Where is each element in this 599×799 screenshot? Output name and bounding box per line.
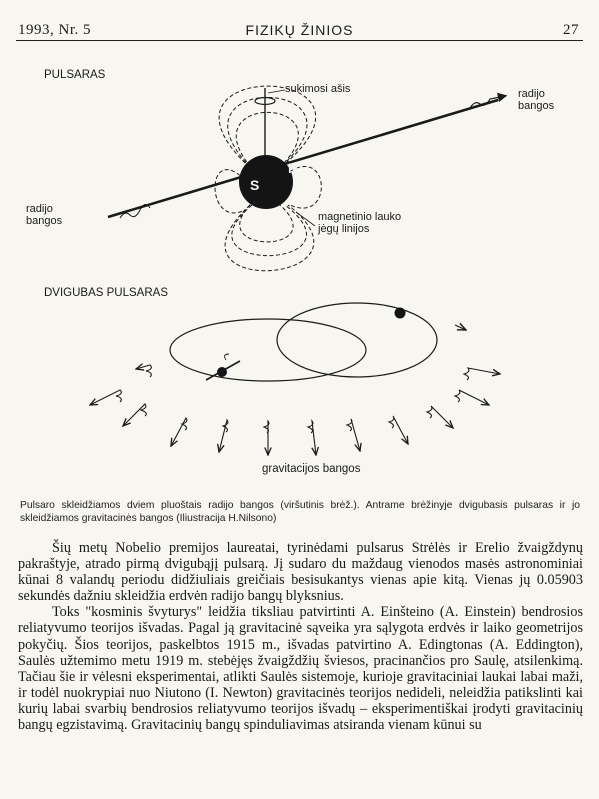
issue-label: 1993, Nr. 5 <box>18 22 91 38</box>
radio-beam <box>108 100 498 217</box>
article-body <box>18 540 583 733</box>
orbit-right <box>277 303 437 377</box>
south-pole-label: S <box>250 177 260 193</box>
pulsar-figure <box>108 86 505 271</box>
pulsar-figure-title: PULSARAS <box>44 69 106 81</box>
radio-waves-left-label: radijo bangos <box>26 203 63 227</box>
neutron-star <box>239 155 293 209</box>
gravitational-wave-arrows <box>90 365 500 455</box>
figure-caption: Pulsaro skleidžiamos dviem pluoštais radijo bangos (viršutinis brėž.). Antrame brėžinyje dvigubasis pulsaras ir jo skleidžiamos gravitacinės bangos (Iliustracija H.Nilsono) <box>20 500 580 524</box>
journal-title: FIZIKŲ ŽINIOS <box>245 22 354 38</box>
companion-star <box>395 308 406 319</box>
gravitational-waves-label: gravitacijos bangos <box>262 463 361 475</box>
double-pulsar-figure-title: DVIGUBAS PULSARAS <box>44 287 168 299</box>
body-paragraph-2: Toks "kosminis švyturys" leidžia tiksliau patvirtinti A. Einšteino (A. Einstein) bendrosios reliatyvumo teorijos išvadas. Pagal ją gravitacinė sąveika yra sąlygota erdvės ir laiko geometrijos pokyčių. Šios teorijos, paskelbtos 1915 m., išvadas patvirtino A. Edingtonas (A. Eddington), Saulės užtemimo metu 1919 m. stebėjęs žvaigždžių šviesos, pracinančios pro Saulę, atsilenkimą. Tačiau šie ir vėlesni eksperimentai, atlikti Saulės sistemoje, kurioje gravitaciniai laukai labai maži, ir todėl nuokrypiai nuo Niutono (I. Newton) gravitacinės teorijos nedideli, neleidžia patikslinti kai kurių labai svarbių bendrosios reliatyvumo teorijos išvadų – eksperimentiškai įrodyti gravitacinių bangų egzistavimą. Gravitacinių bangų spinduliavimas atsiranda vienam kūnui su <box>18 604 583 734</box>
orbit-left <box>170 319 366 381</box>
double-pulsar-figure <box>90 303 500 455</box>
magnetic-field-lines-label: magnetinio lauko jėgų linijos <box>318 211 402 235</box>
north-pole-label: N <box>288 160 299 176</box>
page-number: 27 <box>563 22 579 38</box>
rotation-axis-label: sukimosi ašis <box>285 83 351 95</box>
radio-waves-right-label: radijo bangos <box>518 88 555 112</box>
body-paragraph-1: Šių metų Nobelio premijos laureatai, tyrinėdami pulsarus Strėlės ir Erelio žvaigždynų pakraštyje, atrado pirmą dvigubąjį pulsarą. Jį sudaro du maždaug vienodos masės astronominiai kūnai 8 valandų periodu didžiuliais greičiais besisukantys vienas apie kitą. Vienas jų 0.05903 sekundės dažniu skleidžia erdvėn radijo bangų blyksnius. <box>18 540 583 605</box>
